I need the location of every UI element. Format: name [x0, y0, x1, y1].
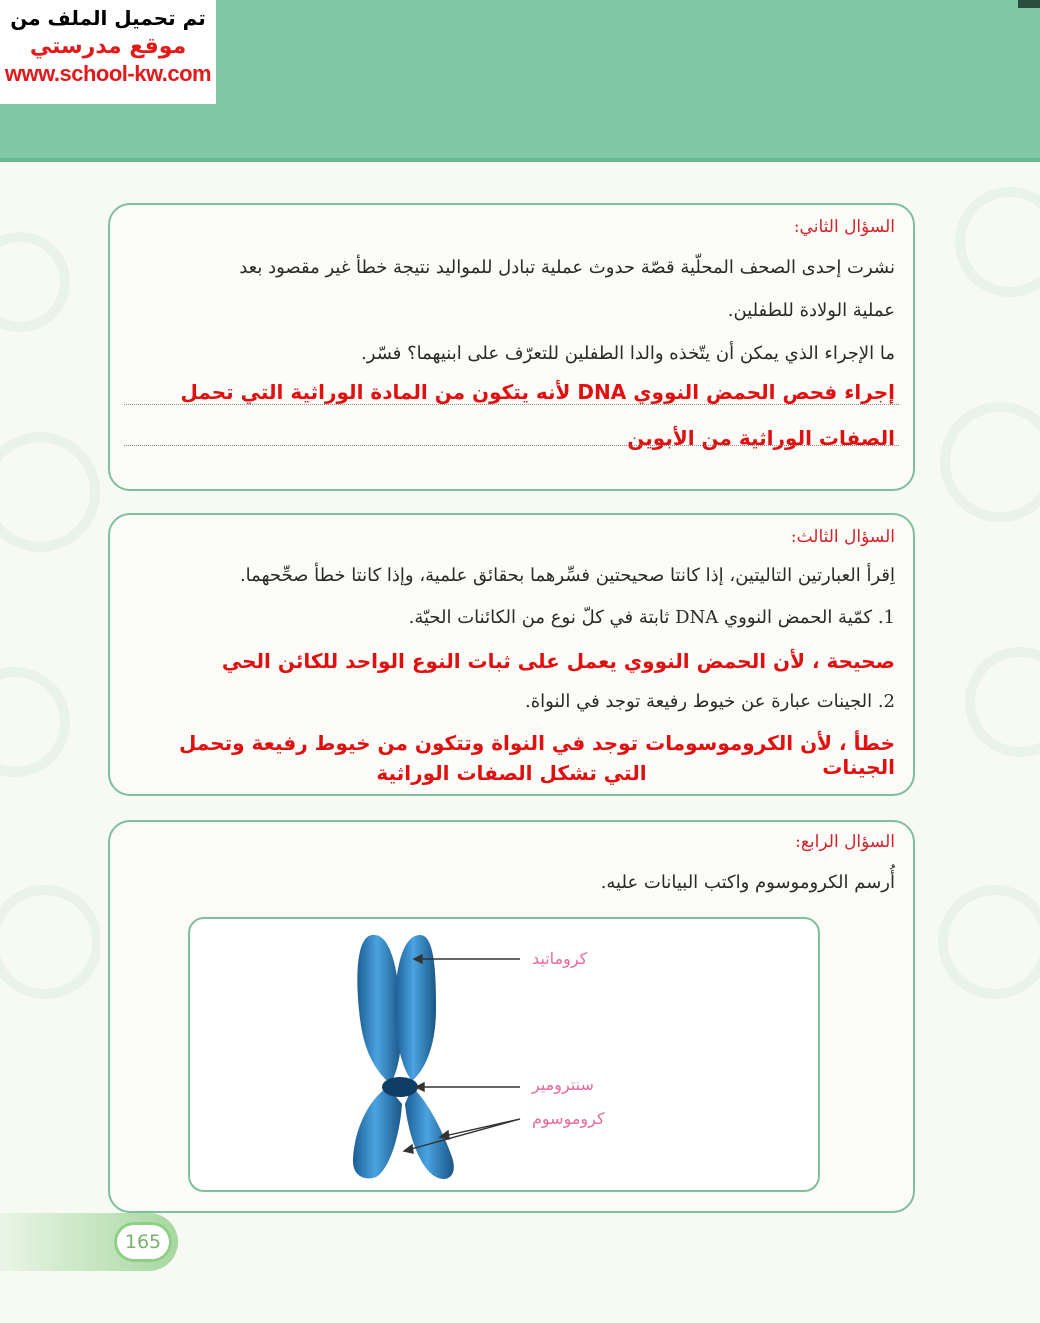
question-3-answer-2-line-2: التي تشكل الصفات الوراثية: [376, 761, 647, 785]
question-2-answer-line-1: إجراء فحص الحمض النووي DNA لأنه يتكون من المادة الوراثية التي تحمل: [180, 380, 895, 404]
question-3-answer-2-line-1: خطأ ، لأن الكروموسومات توجد في النواة وتتكون من خيوط رفيعة وتحمل الجينات: [178, 731, 895, 779]
question-3-statement-1: 1. كمّية الحمض النووي DNA ثابتة في كلّ نوع من الكائنات الحيّة.: [408, 607, 895, 628]
left-decoration: [0, 162, 100, 1202]
page-number-tab: [0, 1213, 178, 1271]
label-centromere: سنترومير: [532, 1075, 594, 1094]
question-4-title: السؤال الرابع:: [795, 832, 895, 852]
question-2-card: [108, 203, 915, 491]
answer-dotted-line: [124, 445, 899, 446]
label-chromosome: كروموسوم: [532, 1109, 605, 1128]
question-3-instruction: اِقرأ العبارتين التاليتين، إذا كانتا صحيحتين فسِّرهما بحقائق علمية، وإذا كانتا خطأ صحِّحهما.: [239, 565, 895, 586]
question-2-title: السؤال الثاني:: [793, 217, 895, 237]
question-3-title: السؤال الثالث:: [790, 527, 895, 547]
watermark-line-2: موقع مدرستي: [29, 34, 187, 59]
chromosome-shape: [353, 935, 454, 1179]
question-3-card: [108, 513, 915, 796]
label-chromatid: كروماتيد: [532, 949, 588, 968]
question-3-answer-1: صحيحة ، لأن الحمض النووي يعمل على ثبات النوع الواحد للكائن الحي: [221, 649, 895, 673]
corner-mark: [1018, 0, 1040, 8]
question-2-paragraph-1: نشرت إحدى الصحف المحلّية قصّة حدوث عملية تبادل للمواليد نتيجة خطأ غير مقصود بعد: [239, 257, 895, 278]
page-number: 165: [114, 1222, 172, 1262]
question-4-card: [108, 820, 915, 1213]
right-decoration: [930, 162, 1040, 1202]
header-strip: [0, 158, 1040, 162]
chromosome-diagram: [190, 919, 818, 1190]
question-2-question: ما الإجراء الذي يمكن أن يتّخذه والدا الطفلين للتعرّف على ابنيهما؟ فسّر.: [361, 343, 895, 364]
watermark-url[interactable]: www.school-kw.com: [4, 61, 212, 86]
watermark-line-1: تم تحميل الملف من: [10, 6, 206, 30]
question-3-statement-2: 2. الجينات عبارة عن خيوط رفيعة توجد في النواة.: [525, 691, 895, 712]
question-2-answer-line-2: الصفات الوراثية من الأبوين: [627, 426, 895, 450]
question-4-instruction: أُرسم الكروموسوم واكتب البيانات عليه.: [600, 872, 895, 893]
answer-dotted-line: [124, 404, 899, 405]
watermark-box[interactable]: [0, 0, 216, 104]
chromosome-figure-frame: [188, 917, 820, 1192]
question-2-paragraph-2: عملية الولادة للطفلين.: [727, 300, 895, 321]
